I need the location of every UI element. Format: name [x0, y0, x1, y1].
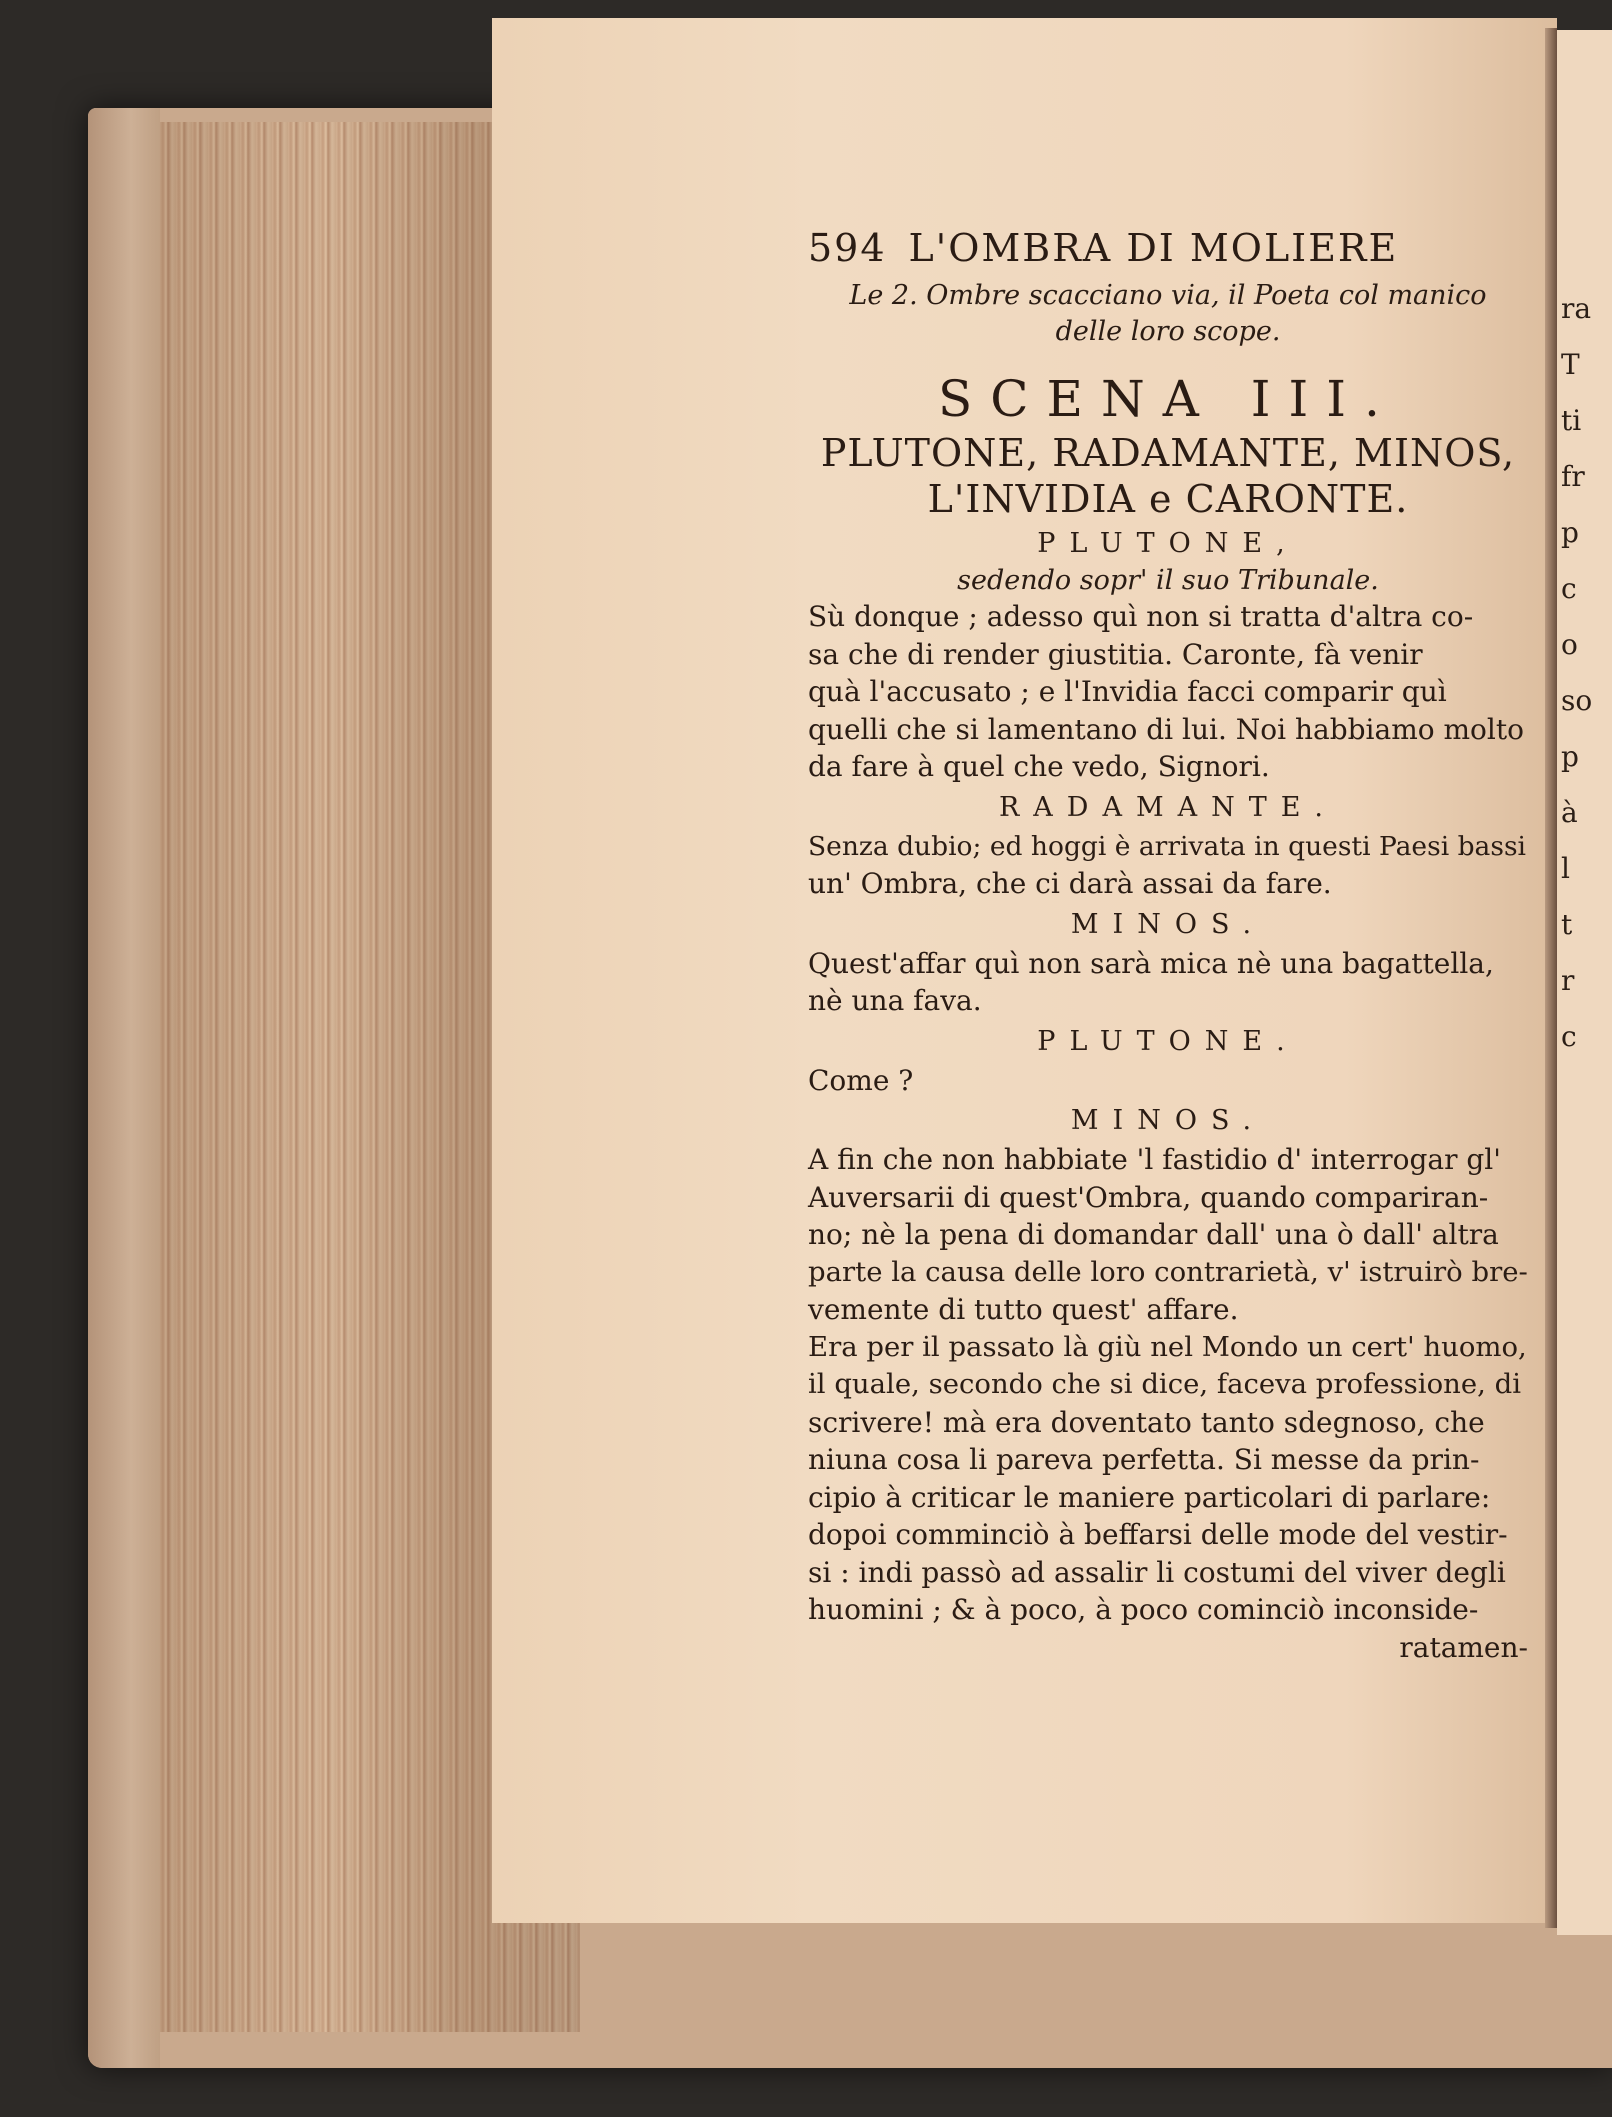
facing-page-letter: l — [1561, 852, 1570, 885]
text-line: quelli che si lamentano di lui. Noi habbiamo molto — [808, 712, 1524, 746]
text-line: vemente di tutto quest' affare. — [808, 1293, 1239, 1326]
speaker-name: RADAMANTE. — [998, 791, 1338, 823]
text-line: Senza dubio; ed hoggi è arrivata in questi Paesi bassi — [808, 830, 1527, 862]
facing-page-letter: t — [1561, 908, 1573, 941]
stage-direction — [808, 278, 1528, 350]
text-line: A fin che non habbiate 'l fastidio d' interrogar gl' — [808, 1143, 1501, 1176]
speaker-name: PLUTONE. — [1037, 1025, 1299, 1057]
text-line: Auversarii di quest'Ombra, quando compariran- — [808, 1180, 1489, 1214]
facing-page-fragment — [1557, 30, 1612, 1935]
cast-line: PLUTONE, RADAMANTE, MINOS, — [820, 431, 1516, 475]
text-line: no; nè la pena di domandar dall' una ò dall' altra — [808, 1218, 1499, 1251]
dialogue — [808, 524, 1528, 1629]
catchword: ratamen- — [1399, 1630, 1528, 1664]
text-line: Quest'affar quì non sarà mica nè una bagattella, — [808, 946, 1494, 980]
text-line: un' Ombra, che ci darà assai da fare. — [808, 867, 1332, 900]
text-line: nè una fava. — [808, 984, 982, 1017]
text-line: si : indi passò ad assalir li costumi del viver degli — [808, 1555, 1506, 1589]
text-line: Sù donque ; adesso quì non si tratta d'altra co- — [808, 600, 1474, 633]
cast-list — [808, 430, 1528, 522]
stage-direction-line: Le 2. Ombre scacciano via, il Poeta col manico — [849, 280, 1487, 311]
page-number: 594 — [808, 226, 887, 270]
text-line: dopoi comminciò à beffarsi delle mode del vestir- — [808, 1518, 1508, 1551]
facing-page-letter: fr — [1561, 460, 1585, 493]
running-title: L'OMBRA DI MOLIERE — [908, 226, 1399, 270]
facing-page-letter: r — [1561, 964, 1575, 997]
speaker-name: MINOS. — [1070, 1105, 1266, 1136]
scene-title: SCENA III. — [938, 370, 1398, 428]
text-line: cipio à criticar le maniere particolari di parlare: — [808, 1480, 1491, 1514]
facing-page-letter: c — [1561, 1020, 1577, 1053]
book-gutter — [1545, 28, 1557, 1928]
cast-line: L'INVIDIA e CARONTE. — [927, 477, 1409, 521]
facing-page-letter: à — [1561, 796, 1578, 829]
text-line: parte la causa delle loro contrarietà, v' istruirò bre- — [808, 1255, 1528, 1288]
facing-page-letter: p — [1561, 740, 1579, 773]
facing-page-letter: o — [1561, 628, 1578, 661]
text-line: quà l'accusato ; e l'Invidia facci comparir quì — [808, 675, 1447, 708]
text-line: sa che di render giustitia. Caronte, fà venir — [808, 637, 1423, 671]
text-line: niuna cosa li pareva perfetta. Si messe da prin- — [808, 1443, 1480, 1476]
text-line: Era per il passato là giù nel Mondo un cert' huomo, — [808, 1330, 1527, 1363]
text-line: il quale, secondo che si dice, faceva professione, di — [808, 1368, 1522, 1400]
speaker-direction: sedendo sopr' il suo Tribunale. — [957, 565, 1379, 596]
text-line: Come ? — [808, 1063, 914, 1097]
facing-page-letter: so — [1561, 684, 1593, 717]
facing-page-letter: ra — [1561, 292, 1592, 325]
facing-page-letter: p — [1561, 516, 1579, 549]
stage-direction-line: delle loro scope. — [1055, 316, 1281, 347]
running-head — [808, 226, 1528, 278]
facing-page-letter: ti — [1561, 404, 1582, 437]
book-cover-edge — [88, 108, 160, 2068]
facing-page-letter: c — [1561, 572, 1577, 605]
speaker-name: PLUTONE, — [1037, 528, 1299, 559]
page-text — [808, 226, 1528, 1666]
text-line: huomini ; & à poco, à poco cominciò inconside- — [808, 1593, 1479, 1626]
facing-page-letter: T — [1561, 348, 1580, 381]
speaker-name: MINOS. — [1070, 908, 1266, 940]
text-line: da fare à quel che vedo, Signori. — [808, 750, 1270, 783]
text-line: scrivere! mà era doventato tanto sdegnoso, che — [808, 1405, 1485, 1439]
